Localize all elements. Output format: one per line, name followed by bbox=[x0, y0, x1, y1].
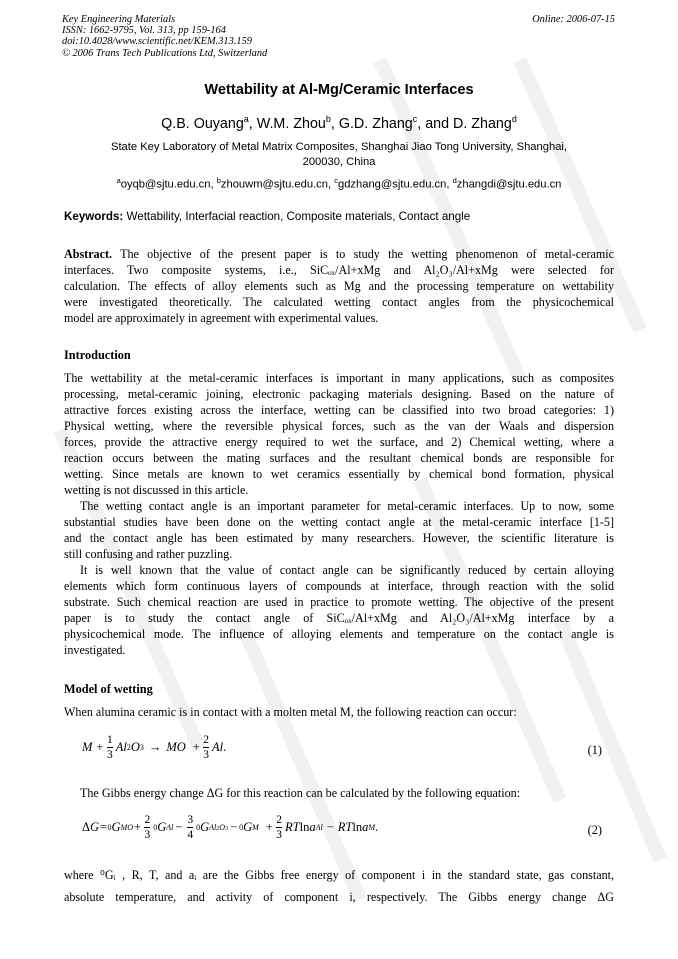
email-address: zhangdi@sjtu.edu.cn bbox=[456, 178, 562, 191]
model-intro bbox=[64, 704, 614, 720]
author-name: W.M. Zhou bbox=[256, 115, 326, 132]
author-name: D. Zhang bbox=[453, 115, 512, 132]
equation-2: Δ G= 0 G MO + $\frac{2}{3}$ 0 G Al − $\frac{3}{4}$ 0 G Al2O3 − 0 G M + $\frac{2}{3}$ RT ln a Al − RT ln a M . bbox=[82, 814, 379, 841]
text-line: substrate. Such chemical reaction are used in practice to promote wetting. The objective of the present bbox=[64, 595, 614, 609]
abstract-label: Abstract. bbox=[64, 247, 113, 261]
text-line: The wettability at the metal-ceramic interfaces is important in many applications, such as composites bbox=[64, 371, 614, 385]
journal-name: Key Engineering Materials bbox=[62, 14, 176, 25]
where-paragraph bbox=[64, 864, 614, 908]
author-name: Q.B. Ouyang bbox=[161, 115, 244, 132]
text-line: The Gibbs energy change ΔG for this reaction can be calculated by the following equation: bbox=[80, 786, 521, 800]
keywords bbox=[64, 210, 470, 223]
abstract-line: model are approximately in agreement with experimental values. bbox=[64, 311, 379, 325]
text-line: still confusing and rather puzzling. bbox=[64, 547, 233, 561]
intro-paragraph-3 bbox=[64, 562, 614, 658]
author-separator: , bbox=[330, 115, 339, 132]
equation-number: (2) bbox=[587, 823, 602, 837]
text-line: It is well known that the value of contact angle can be significantly reduced by certain alloying bbox=[80, 563, 614, 577]
text-line: substantial studies have been done on the wetting contact angle at the metal-ceramic interface [1-5] bbox=[64, 515, 614, 529]
text-line: wetting. Since metals are known to wet ceramics essentially by chemical bond formation, physical bbox=[64, 467, 614, 481]
abstract-line bbox=[64, 246, 614, 262]
paper-title: Wettability at Al-Mg/Ceramic Interfaces bbox=[204, 82, 474, 98]
email-mark: b bbox=[216, 176, 221, 185]
text-line: and the contact angle has been estimated by many researchers. However, the scientific literature is bbox=[64, 531, 614, 545]
text-line: elements which form continuous layers of compounds at interface, through reaction with the solid bbox=[64, 579, 614, 593]
abstract-line: calculation. The effects of alloy elements such as Mg and the processing temperature on wettability bbox=[64, 279, 614, 293]
affiliation-line: 200030, China bbox=[302, 156, 376, 168]
equation-1: M + $\frac{1}{3}$ Al 2 O 3 → MO + $\frac{2}{3}$ Al . bbox=[82, 734, 227, 761]
section-heading: Introduction bbox=[64, 348, 131, 362]
text-line: forces, provide the attractive energy required to wet the surface, and 2) Chemical wetting, where a bbox=[64, 435, 614, 449]
affiliation bbox=[70, 140, 608, 170]
text-line: physicochemical mode. The influence of alloying elements and temperature on the contact angle is bbox=[64, 627, 614, 641]
text-line: wetting is not discussed in this article. bbox=[64, 483, 249, 497]
author-list bbox=[0, 114, 678, 132]
section-heading: Model of wetting bbox=[64, 682, 153, 696]
text-line: Physical wetting, where the reversible physical forces, such as the van der Waals and dispersion bbox=[64, 419, 614, 433]
text-line: When alumina ceramic is in contact with a molten metal M, the following reaction can occur: bbox=[64, 705, 517, 719]
affiliation-line: State Key Laboratory of Metal Matrix Composites, Shanghai Jiao Tong University, Shanghai, bbox=[110, 141, 568, 153]
text-line: absolute temperature, and activity of component i, respectively. The Gibbs energy change ΔG bbox=[64, 890, 614, 904]
text-line: investigated. bbox=[64, 643, 126, 657]
author-mark: a bbox=[243, 114, 249, 124]
email-address: zhouwm@sjtu.edu.cn bbox=[220, 178, 328, 191]
gibbs-text bbox=[64, 785, 614, 801]
text-line: reaction occurs between the mating surfaces and the resultant chemical bonds are responsible for bbox=[64, 451, 614, 465]
abstract bbox=[64, 246, 614, 326]
author-mark: b bbox=[325, 114, 331, 124]
email-mark: d bbox=[452, 176, 457, 185]
author-name: G.D. Zhang bbox=[338, 115, 413, 132]
email-address: gdzhang@sjtu.edu.cn bbox=[337, 178, 447, 191]
author-separator: , and bbox=[417, 115, 454, 132]
intro-paragraph-2 bbox=[64, 498, 614, 562]
email-mark: c bbox=[334, 176, 338, 185]
author-separator: , bbox=[248, 115, 257, 132]
journal-copyright: © 2006 Trans Tech Publications Ltd, Switzerland bbox=[62, 47, 268, 59]
abstract-line: interfaces. Two composite systems, i.e., SiCₒₓ/Al+xMg and Al₂O₃/Al+xMg were selected for bbox=[64, 263, 614, 277]
text-line: where ⁰Gᵢ , R, T, and aᵢ are the Gibbs free energy of component i in the standard state, gas constant, bbox=[64, 868, 614, 882]
keywords-label: Keywords: bbox=[64, 210, 124, 223]
text-line: attractive forces existing across the interface, wetting can be classified into two broad categories: 1) bbox=[64, 403, 614, 417]
text-line: processing, metal-ceramic joining, electronic packaging materials designing. Based on the nature of bbox=[64, 387, 614, 401]
author-mark: c bbox=[412, 114, 418, 124]
abstract-text: The objective of the present paper is to study the wetting phenomenon of metal-ceramic bbox=[112, 247, 614, 261]
online-date: Online: 2006-07-15 bbox=[532, 14, 615, 25]
text-line: The wetting contact angle is an important parameter for metal-ceramic interfaces. Up to now, some bbox=[80, 499, 614, 513]
text-line: paper is to study the contact angle of SiCₒₓ/Al+xMg and Al₂O₃/Al+xMg interface by a bbox=[64, 611, 614, 625]
journal-issn: ISSN: 1662-9795, Vol. 313, pp 159-164 bbox=[62, 25, 226, 37]
journal-doi: doi:10.4028/www.scientific.net/KEM.313.159 bbox=[62, 36, 252, 48]
author-mark: d bbox=[511, 114, 517, 124]
journal-header bbox=[62, 14, 267, 59]
equation-number: (1) bbox=[587, 743, 602, 757]
keywords-text: Wettability, Interfacial reaction, Composite materials, Contact angle bbox=[126, 210, 471, 223]
email-list: $^a$oyqb@sjtu.edu.cn, $^b$zhouwm@sjtu.edu.cn, $^c$gdzhang@sjtu.edu.cn, $^d$zhangdi@sjtu.edu.cn bbox=[116, 176, 562, 191]
intro-paragraph-1 bbox=[64, 370, 614, 498]
email-mark: a bbox=[116, 176, 121, 185]
abstract-line: were investigated theoretically. The calculated wetting contact angles from the physicochemical bbox=[64, 295, 614, 309]
email-address: oyqb@sjtu.edu.cn bbox=[120, 178, 211, 191]
